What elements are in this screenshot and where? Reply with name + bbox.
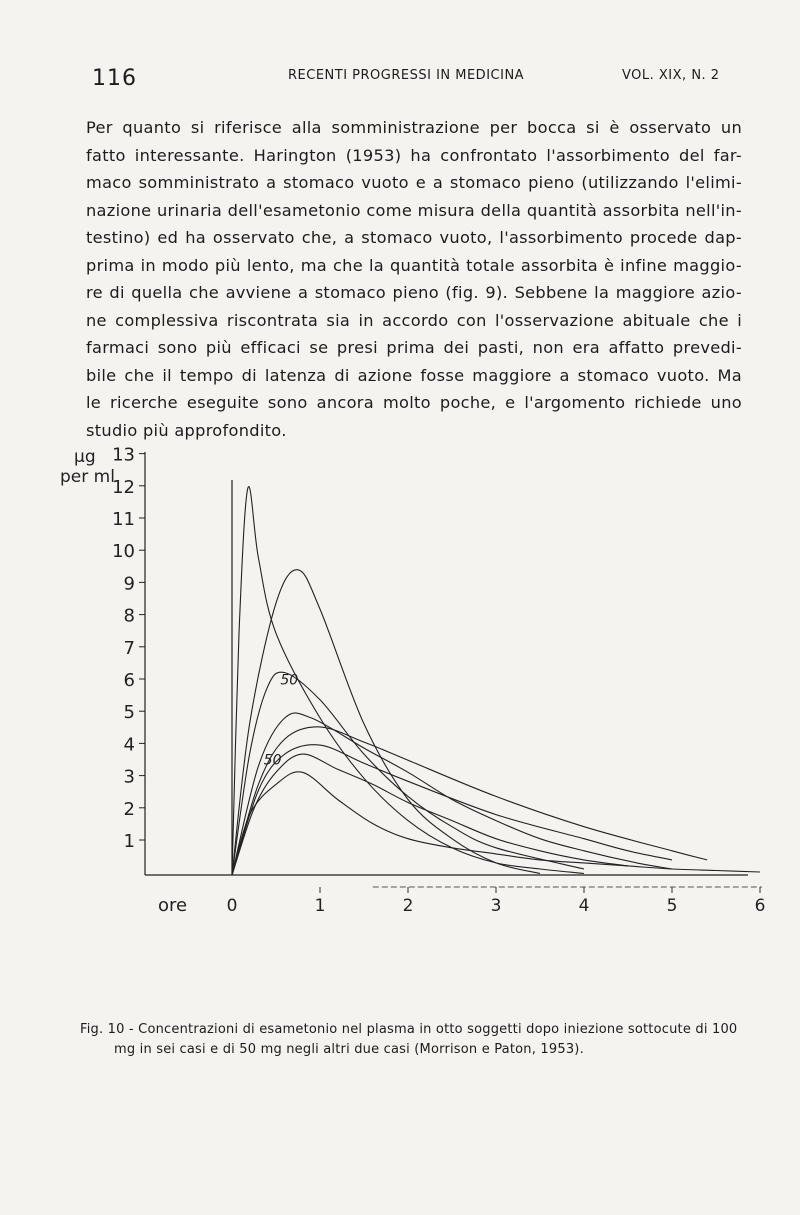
text-line: le ricerche eseguite sono ancora molto poche, e l'argomento richiede uno [86,393,742,412]
x-tick-label: 4 [578,896,590,916]
text-line: ne complessiva riscontrata sia in accordo con l'osservazione abituale che i [86,310,742,330]
x-tick-label: 1 [314,896,326,916]
y-tick-label: 3 [123,766,135,788]
x-tick-label: 3 [490,896,502,916]
text-line: prima in modo più lento, ma che la quantità totale assorbita è infine maggio- [86,255,742,275]
page-number: 116 [92,66,137,91]
text-line: re di quella che avviene a stomaco pieno (fig. 9). Sebbene la maggiore azio- [86,283,742,302]
text-line: Per quanto si riferisce alla somministrazione per bocca si è osservato un [86,118,742,137]
volume-info: VOL. XIX, N. 2 [622,68,720,83]
text-line: maco somministrato a stomaco vuoto e a stomaco pieno (utilizzando l'elimi- [86,173,742,192]
text-line: fatto interessante. Harington (1953) ha confrontato l'assorbimento del far- [86,145,742,165]
y-tick-label: 2 [123,798,135,820]
y-tick-label: 6 [123,670,135,691]
caption-text-line2: mg in sei casi e di 50 mg negli altri due casi (Morrison e Paton, 1953). [114,1042,584,1057]
y-tick-label: 7 [123,637,135,659]
y-tick-label: 1 [123,831,135,852]
series-line [232,713,672,875]
x-tick-label: 0 [226,896,238,916]
series-line [232,754,628,875]
series-line [232,570,540,875]
series-line [232,745,672,875]
figure-chart [40,440,800,970]
y-axis-label-unit: μg [74,447,96,467]
figure-caption [80,1020,770,1060]
y-tick-label: 12 [112,476,135,498]
body-paragraph [86,114,742,444]
y-tick-label: 5 [123,702,135,724]
text-line: nazione urinaria dell'esametonio come misura della quantità assorbita nell'in- [86,200,742,220]
text-line: farmaci sono più efficaci se presi prima dei pasti, non era affatto prevedi- [86,338,742,357]
y-tick-label: 10 [112,541,135,563]
page-header [0,62,800,92]
x-tick-label: 5 [666,896,678,916]
text-line: bile che il tempo di latenza di azione fosse maggiore a stomaco vuoto. Ma [86,365,742,385]
series-line [232,672,584,875]
series-line [232,772,760,875]
x-tick-label: 2 [402,896,414,916]
running-title: RECENTI PROGRESSI IN MEDICINA [288,68,525,83]
text-line: testino) ed ha osservato che, a stomaco vuoto, l'assorbimento procede dap- [86,228,742,247]
y-tick-label: 9 [123,573,135,595]
y-tick-label: 4 [123,734,135,756]
chart-svg [40,440,800,970]
y-axis-label-per: per ml [60,467,115,487]
y-tick-label: 8 [123,605,135,627]
annotation-50-lower: 50 [263,752,282,769]
y-tick-label: 13 [112,444,135,466]
text-line: studio più approfondito. [86,420,287,440]
x-tick-label: 6 [754,896,766,916]
caption-text-line1: Concentrazioni di esametonio nel plasma in otto soggetti dopo iniezione sottocute di 100 [138,1022,738,1037]
caption-label: Fig. 10 - [80,1022,134,1037]
annotation-50-upper: 50 [280,672,299,689]
x-axis-label: ore [158,895,188,916]
y-tick-label: 11 [112,509,135,530]
